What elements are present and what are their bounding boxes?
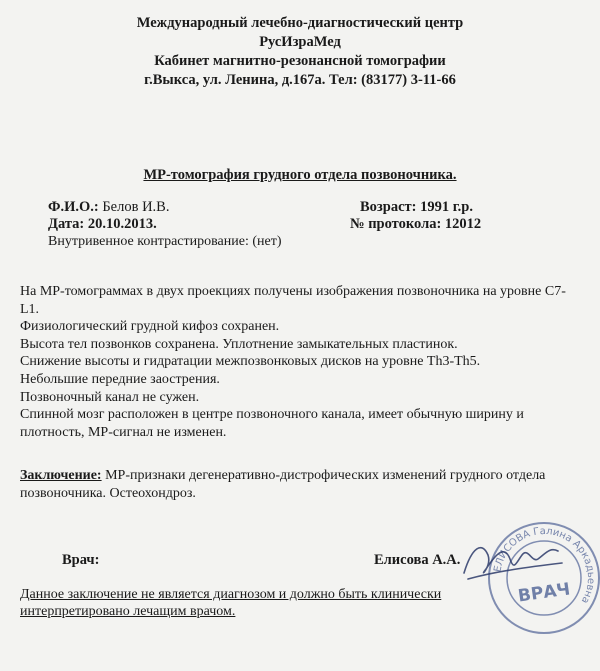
doctor-name: Елисова А.А. — [374, 552, 461, 568]
disclaimer-note: Данное заключение не является диагнозом и должно быть клинически интерпретировано лечащим врачом. — [20, 587, 442, 619]
stamp-ring-text: ЕЛИСОВА Галина Аркадьевна — [492, 525, 597, 606]
patient-name-value: Белов И.В. — [102, 199, 170, 215]
clinic-header — [0, 14, 600, 90]
contrast-info: Внутривенное контрастирование: (нет) — [48, 234, 282, 249]
exam-date-row — [48, 216, 157, 233]
doctor-label: Врач: — [62, 552, 100, 568]
patient-age-label: Возраст: — [360, 199, 417, 215]
report-title: МР-томография грудного отдела позвоночника. — [143, 167, 457, 183]
findings-section — [20, 283, 580, 441]
clinic-department: Кабинет магнитно-резонансной томографии — [154, 53, 446, 69]
doctor-signature — [458, 533, 568, 589]
clinic-brand: РусИзраМед — [259, 34, 341, 50]
clinic-name: Международный лечебно-диагностический центр — [136, 15, 464, 31]
conclusion-text: МР-признаки дегенеративно-дистрофических изменений грудного отдела позвоночника. Остеохондроз. — [20, 468, 546, 501]
finding-line: Спинной мозг расположен в центре позвоночного канала, имеет обычную ширину и плотность, МР-сигнал не изменен. — [20, 407, 524, 440]
patient-age-value: 1991 г.р. — [420, 199, 473, 215]
finding-line: Высота тел позвонков сохранена. Уплотнение замыкательных пластинок. — [20, 336, 458, 352]
finding-line: Снижение высоты и гидратации межпозвонковых дисков на уровне Th3-Th5. — [20, 354, 481, 370]
clinic-address: г.Выкса, ул. Ленина, д.167а. Тел: (83177) 3-11-66 — [144, 72, 456, 88]
finding-line: Физиологический грудной кифоз сохранен. — [20, 319, 280, 335]
exam-date-label: Дата: — [48, 216, 85, 232]
exam-date-value: 20.10.2013. — [87, 216, 157, 232]
patient-name-label: Ф.И.О.: — [48, 199, 99, 215]
stamp-center-text: ВРАЧ — [516, 579, 572, 607]
finding-line: На МР-томограммах в двух проекциях получены изображения позвоночника на уровне C7-L1. — [20, 284, 566, 317]
finding-line: Небольшие передние заострения. — [20, 371, 220, 387]
patient-name-row — [48, 199, 169, 216]
conclusion-label: Заключение: — [20, 468, 102, 483]
protocol-row — [350, 216, 481, 233]
protocol-label: № протокола: — [350, 216, 442, 232]
finding-line: Позвоночный канал не сужен. — [20, 389, 200, 405]
protocol-value: 12012 — [444, 216, 482, 232]
patient-age-row — [360, 199, 473, 216]
conclusion-section — [20, 467, 580, 502]
